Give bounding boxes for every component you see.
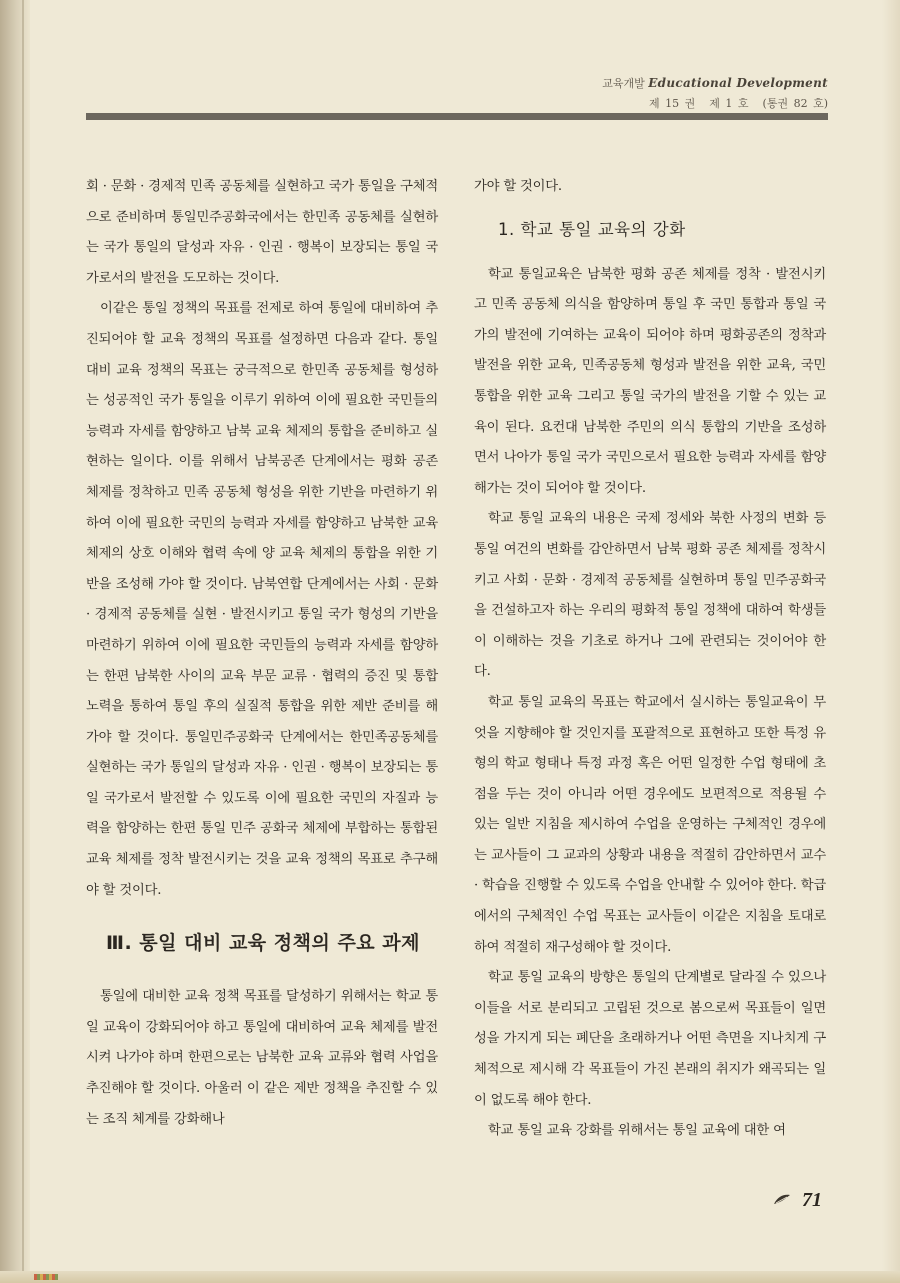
header-rule <box>86 113 828 120</box>
page-edge <box>882 0 900 1283</box>
body-paragraph: 학교 통일 교육의 목표는 학교에서 실시하는 통일교육이 무엇을 지향해야 할 것인지를 포괄적으로 표현하고 또한 특정 유형의 학교 형태나 특정 과정 혹은 어떤 일정한 수업 형태에 초점을 두는 것이 아니라 어떤 경우에도 보편적으로 적용될 수 있는 일반 지침을 제시하여 수업을 운영하는 구체적인 경우에는 교사들이 그 교과의 상황과 내용을 적절히 감안하면서 교수 · 학습을 진행할 수 있도록 수업을 안내할 수 있어야 한다. 학급에서의 구체적인 수업 목표는 교사들이 이같은 지침을 토대로 하여 적절히 재구성해야 할 것이다. <box>474 694 826 955</box>
color-marks <box>34 1274 58 1280</box>
journal-title-en: Educational Development <box>648 76 828 90</box>
serial-label: (통권 82 호) <box>762 97 828 110</box>
running-header <box>602 73 828 114</box>
page-number: 71 <box>802 1189 822 1211</box>
leaf-ornament-icon <box>772 1192 792 1210</box>
issue-label: 제 1 호 <box>709 97 749 110</box>
body-paragraph: 학교 통일 교육 강화를 위해서는 통일 교육에 대한 여 <box>488 1123 786 1139</box>
issue-info <box>602 94 828 114</box>
body-paragraph: 이같은 통일 정책의 목표를 전제로 하여 통일에 대비하여 추진되어야 할 교육 정책의 목표를 설정하면 다음과 같다. 통일 대비 교육 정책의 목표는 궁극적으로 한민족 공동체를 형성하는 성공적인 국가 통일을 이루기 위하여 이에 필요한 국민들의 능력과 자세를 함양하고 남북 교육 체제의 통합을 준비하고 실현하는 일이다. 이를 위해서 남북공존 단계에서는 평화 공존 체제를 정착하고 민족 공동체 형성을 위한 기반을 마련하기 위하여 이에 필요한 국민의 능력과 자세를 함양하고 남북한 교육 체제의 상호 이해와 협력 속에 양 교육 체제의 통합을 위한 기반을 조성해 가야 할 것이다. 남북연합 단계에서는 사회 · 문화 · 경제적 공동체를 실현 · 발전시키고 통일 국가 형성의 기반을 마련하기 위하여 이에 필요한 국민들의 능력과 자세를 함양하는 한편 남북한 사이의 교육 부문 교류 · 협력의 증진 및 통합 노력을 통하여 통일 후의 실질적 통합을 위한 제반 준비를 해가야 할 것이다. 통일민주공화국 단계에서는 한민족공동체를 실현하는 국가 통일의 달성과 자유 · 인권 · 행복이 보장되는 통일 국가로서 발전할 수 있도록 이에 필요한 국민의 자질과 능력을 함양하는 한편 통일 민주 공화국 체제에 부합하는 통합된 교육 체제를 정착 발전시키는 것을 교육 정책의 목표로 추구해야 할 것이다. <box>86 301 438 898</box>
body-paragraph: 학교 통일 교육의 방향은 통일의 단계별로 달라질 수 있으나 이들을 서로 분리되고 고립된 것으로 봄으로써 목표들이 일면성을 가지게 되는 폐단을 초래하거나 어떤 측면을 지나치게 구체적으로 제시해 각 목표들이 가진 본래의 취지가 왜곡되는 일이 없도록 해야 한다. <box>474 970 826 1108</box>
left-column <box>86 172 438 1135</box>
section-heading: Ⅲ. 통일 대비 교육 정책의 주요 과제 <box>106 932 420 955</box>
journal-title-ko: 교육개발 <box>602 77 645 90</box>
volume-label: 제 15 권 <box>649 97 696 110</box>
body-paragraph: 학교 통일교육은 남북한 평화 공존 체제를 정착 · 발전시키고 민족 공동체 의식을 함양하며 통일 후 국민 통합과 통일 국가의 발전에 기여하는 교육이 되어야 하며 평화공존의 정착과 발전을 위한 교육, 민족공동체 형성과 발전을 위한 교육, 국민 통합을 위한 교육 그리고 통일 국가의 발전을 기할 수 있는 교육이 된다. 요컨대 남북한 주민의 의식 통합의 기반을 조성하면서 나아가 통일 국가 국민으로서 필요한 능력과 자세를 함양해가는 것이 되어야 할 것이다. <box>474 266 826 496</box>
body-paragraph: 회 · 문화 · 경제적 민족 공동체를 실현하고 국가 통일을 구체적으로 준비하며 통일민주공화국에서는 한민족 공동체를 실현하는 국가 통일의 달성과 자유 · 인권 · 행복이 보장되는 통일 국가로서의 발전을 도모하는 것이다. <box>86 179 438 286</box>
bottom-edge <box>0 1271 900 1283</box>
page-footer <box>772 1189 822 1212</box>
journal-title <box>602 73 828 94</box>
body-paragraph: 통일에 대비한 교육 정책 목표를 달성하기 위해서는 학교 통일 교육이 강화되어야 하고 통일에 대비하여 교육 체제를 발전시켜 나가야 하며 한편으로는 남북한 교육 교류와 협력 사업을 추진해야 할 것이다. 아울러 이 같은 제반 정책을 추진할 수 있는 조직 체계를 강화해나 <box>86 989 438 1127</box>
gutter-line <box>22 0 24 1283</box>
body-paragraph: 학교 통일 교육의 내용은 국제 정세와 북한 사정의 변화 등 통일 여건의 변화를 감안하면서 남북 평화 공존 체제를 정착시키고 사회 · 문화 · 경제적 공동체를 실현하며 통일 민주공화국을 건설하고자 하는 우리의 평화적 통일 정책에 대하여 학생들이 이해하는 것을 기초로 하거나 그에 관련되는 것이어야 한다. <box>474 511 826 680</box>
right-column <box>474 172 826 1147</box>
body-paragraph: 가야 할 것이다. <box>474 179 562 194</box>
book-spine-shadow <box>0 0 30 1283</box>
subsection-heading: 1. 학교 통일 교육의 강화 <box>498 219 686 239</box>
